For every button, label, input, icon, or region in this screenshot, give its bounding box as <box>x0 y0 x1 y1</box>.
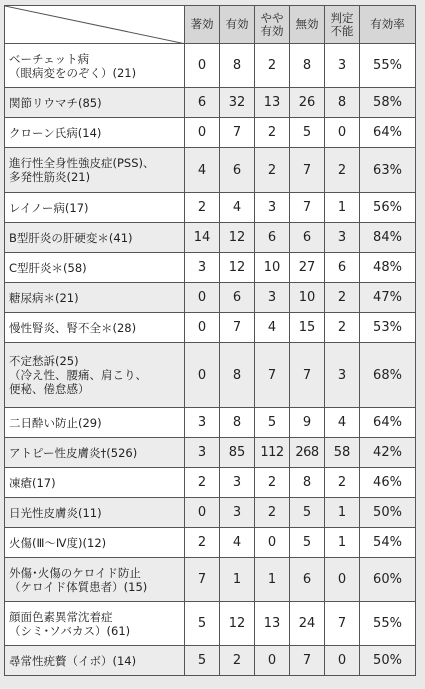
row-label <box>5 283 185 313</box>
row-label-text: 不定愁訴(25) <box>9 354 79 368</box>
row-label-text: ベーチェット病 <box>9 51 90 66</box>
cell-value: 56% <box>360 193 416 223</box>
cell-value: 7 <box>290 646 325 676</box>
cell-value: 27 <box>290 253 325 283</box>
row-label <box>5 498 185 528</box>
table-header-row <box>5 6 416 44</box>
cell-value: 268 <box>290 438 325 468</box>
column-header-text: 判定 <box>330 10 354 25</box>
column-header-text: やや <box>260 10 284 25</box>
cell-value: 8 <box>220 408 255 438</box>
cell-value: 0 <box>185 313 220 343</box>
cell-value: 0 <box>325 118 360 148</box>
cell-value: 2 <box>255 148 290 193</box>
table-row <box>5 88 416 118</box>
column-header-2 <box>255 6 290 44</box>
cell-value: 42% <box>360 438 416 468</box>
cell-value: 3 <box>185 253 220 283</box>
cell-value: 0 <box>185 283 220 313</box>
cell-value: 13 <box>255 88 290 118</box>
row-label-text: 二日酔い防止(29) <box>9 415 102 430</box>
table-row <box>5 468 416 498</box>
cell-value: 0 <box>185 44 220 88</box>
row-label-text: 凍瘡(17) <box>9 475 56 490</box>
row-label <box>5 44 185 88</box>
row-label-text: アトピー性皮膚炎†(526) <box>9 445 138 460</box>
row-label-text: （眼病変をのぞく）(21) <box>9 65 137 80</box>
cell-value: 53% <box>360 313 416 343</box>
cell-value: 7 <box>290 343 325 408</box>
cell-value: 0 <box>185 343 220 408</box>
table-row <box>5 193 416 223</box>
cell-value: 3 <box>220 498 255 528</box>
row-label <box>5 223 185 253</box>
cell-value: 6 <box>185 88 220 118</box>
table-body <box>5 44 416 676</box>
row-label-text: （シミ･ソバカス）(61) <box>9 623 131 638</box>
cell-value: 5 <box>290 528 325 558</box>
row-label <box>5 602 185 646</box>
cell-value: 2 <box>185 528 220 558</box>
table-row <box>5 44 416 88</box>
cell-value: 5 <box>185 646 220 676</box>
row-label-text: 外傷･火傷のケロイド防止 <box>9 565 141 580</box>
cell-value: 0 <box>255 646 290 676</box>
cell-value: 47% <box>360 283 416 313</box>
cell-value: 12 <box>220 223 255 253</box>
row-label-text: 関節リウマチ(85) <box>9 95 102 110</box>
cell-value: 84% <box>360 223 416 253</box>
cell-value: 2 <box>255 44 290 88</box>
cell-value: 0 <box>255 528 290 558</box>
column-header-5 <box>360 6 416 44</box>
cell-value: 7 <box>290 193 325 223</box>
cell-value: 6 <box>220 283 255 313</box>
cell-value: 12 <box>220 602 255 646</box>
table-row <box>5 498 416 528</box>
row-label-text: 尋常性疣贅（イボ）(14) <box>9 653 137 668</box>
cell-value: 2 <box>255 118 290 148</box>
cell-value: 64% <box>360 118 416 148</box>
cell-value: 26 <box>290 88 325 118</box>
cell-value: 5 <box>290 118 325 148</box>
row-label-text: 日光性皮膚炎(11) <box>9 505 102 520</box>
table-row <box>5 558 416 602</box>
cell-value: 14 <box>185 223 220 253</box>
column-header-0 <box>185 6 220 44</box>
header-corner-cell <box>5 6 185 44</box>
cell-value: 3 <box>325 44 360 88</box>
row-label-text: 火傷(Ⅲ〜Ⅳ度)(12) <box>9 535 107 550</box>
row-label <box>5 193 185 223</box>
row-label-text: レイノー病(17) <box>9 200 89 215</box>
cell-value: 55% <box>360 602 416 646</box>
cell-value: 7 <box>185 558 220 602</box>
cell-value: 3 <box>255 283 290 313</box>
cell-value: 32 <box>220 88 255 118</box>
cell-value: 6 <box>220 148 255 193</box>
table-row <box>5 528 416 558</box>
cell-value: 8 <box>220 343 255 408</box>
cell-value: 0 <box>185 498 220 528</box>
cell-value: 48% <box>360 253 416 283</box>
cell-value: 85 <box>220 438 255 468</box>
column-header-text: 有効 <box>260 23 284 38</box>
row-label <box>5 408 185 438</box>
cell-value: 2 <box>325 468 360 498</box>
row-label-text: 便秘、倦怠感） <box>9 382 90 396</box>
row-label-text: 顔面色素異常沈着症 <box>9 609 113 624</box>
cell-value: 3 <box>185 438 220 468</box>
cell-value: 8 <box>220 44 255 88</box>
cell-value: 1 <box>220 558 255 602</box>
cell-value: 2 <box>255 498 290 528</box>
cell-value: 2 <box>220 646 255 676</box>
cell-value: 4 <box>255 313 290 343</box>
cell-value: 2 <box>255 468 290 498</box>
row-label-text: 慢性腎炎、腎不全＊(28) <box>9 320 137 335</box>
cell-value: 3 <box>325 343 360 408</box>
row-label-text: B型肝炎の肝硬変＊(41) <box>9 230 133 245</box>
table-row <box>5 223 416 253</box>
cell-value: 4 <box>220 193 255 223</box>
row-label <box>5 343 185 408</box>
cell-value: 0 <box>185 118 220 148</box>
cell-value: 1 <box>325 498 360 528</box>
cell-value: 64% <box>360 408 416 438</box>
table-row <box>5 438 416 468</box>
cell-value: 15 <box>290 313 325 343</box>
cell-value: 2 <box>325 148 360 193</box>
row-label-text: 多発性筋炎(21) <box>9 170 91 184</box>
cell-value: 6 <box>290 223 325 253</box>
cell-value: 3 <box>185 408 220 438</box>
cell-value: 50% <box>360 646 416 676</box>
cell-value: 50% <box>360 498 416 528</box>
row-label-text: 進行性全身性強皮症(PSS)、 <box>9 156 155 170</box>
cell-value: 2 <box>185 468 220 498</box>
table-row <box>5 148 416 193</box>
cell-value: 4 <box>185 148 220 193</box>
column-header-text: 著効 <box>190 17 214 31</box>
table-row <box>5 118 416 148</box>
row-label <box>5 528 185 558</box>
cell-value: 6 <box>290 558 325 602</box>
cell-value: 8 <box>290 468 325 498</box>
cell-value: 3 <box>255 193 290 223</box>
cell-value: 7 <box>220 313 255 343</box>
column-header-text: 無効 <box>295 17 319 31</box>
column-header-text: 有効率 <box>370 17 405 31</box>
cell-value: 0 <box>325 646 360 676</box>
row-label <box>5 253 185 283</box>
cell-value: 1 <box>255 558 290 602</box>
column-header-3 <box>290 6 325 44</box>
cell-value: 12 <box>220 253 255 283</box>
cell-value: 63% <box>360 148 416 193</box>
cell-value: 0 <box>325 558 360 602</box>
cell-value: 4 <box>325 408 360 438</box>
row-label-text: （ケロイド体質患者）(15) <box>9 579 148 594</box>
column-header-text: 不能 <box>330 23 354 38</box>
cell-value: 4 <box>220 528 255 558</box>
table-row <box>5 283 416 313</box>
column-header-text: 有効 <box>225 17 249 31</box>
cell-value: 10 <box>290 283 325 313</box>
row-label <box>5 118 185 148</box>
cell-value: 1 <box>325 193 360 223</box>
row-label-text: C型肝炎＊(58) <box>9 260 87 275</box>
cell-value: 5 <box>290 498 325 528</box>
column-header-1 <box>220 6 255 44</box>
cell-value: 2 <box>185 193 220 223</box>
cell-value: 55% <box>360 44 416 88</box>
table-row <box>5 253 416 283</box>
column-header-4 <box>325 6 360 44</box>
cell-value: 46% <box>360 468 416 498</box>
cell-value: 68% <box>360 343 416 408</box>
cell-value: 10 <box>255 253 290 283</box>
cell-value: 2 <box>325 283 360 313</box>
cell-value: 7 <box>220 118 255 148</box>
row-label <box>5 468 185 498</box>
cell-value: 8 <box>290 44 325 88</box>
table-row <box>5 602 416 646</box>
cell-value: 58 <box>325 438 360 468</box>
cell-value: 7 <box>255 343 290 408</box>
cell-value: 1 <box>325 528 360 558</box>
cell-value: 3 <box>220 468 255 498</box>
cell-value: 2 <box>325 313 360 343</box>
table-row <box>5 343 416 408</box>
row-label <box>5 438 185 468</box>
cell-value: 6 <box>255 223 290 253</box>
cell-value: 112 <box>255 438 290 468</box>
row-label <box>5 313 185 343</box>
cell-value: 3 <box>325 223 360 253</box>
table-row <box>5 646 416 676</box>
cell-value: 24 <box>290 602 325 646</box>
table-row <box>5 313 416 343</box>
cell-value: 8 <box>325 88 360 118</box>
row-label <box>5 148 185 193</box>
cell-value: 54% <box>360 528 416 558</box>
corner-diagonal-line <box>5 6 185 44</box>
efficacy-table <box>4 5 416 676</box>
row-label-text: （冷え性、腰痛、肩こり、 <box>9 368 147 382</box>
row-label-text: 糖尿病＊(21) <box>9 290 79 305</box>
cell-value: 7 <box>290 148 325 193</box>
row-label <box>5 558 185 602</box>
cell-value: 6 <box>325 253 360 283</box>
cell-value: 13 <box>255 602 290 646</box>
cell-value: 60% <box>360 558 416 602</box>
efficacy-table-wrapper <box>4 5 416 676</box>
table-row <box>5 408 416 438</box>
cell-value: 5 <box>255 408 290 438</box>
row-label <box>5 88 185 118</box>
row-label <box>5 646 185 676</box>
cell-value: 7 <box>325 602 360 646</box>
row-label-text: クローン氏病(14) <box>9 125 102 140</box>
cell-value: 58% <box>360 88 416 118</box>
cell-value: 9 <box>290 408 325 438</box>
cell-value: 5 <box>185 602 220 646</box>
